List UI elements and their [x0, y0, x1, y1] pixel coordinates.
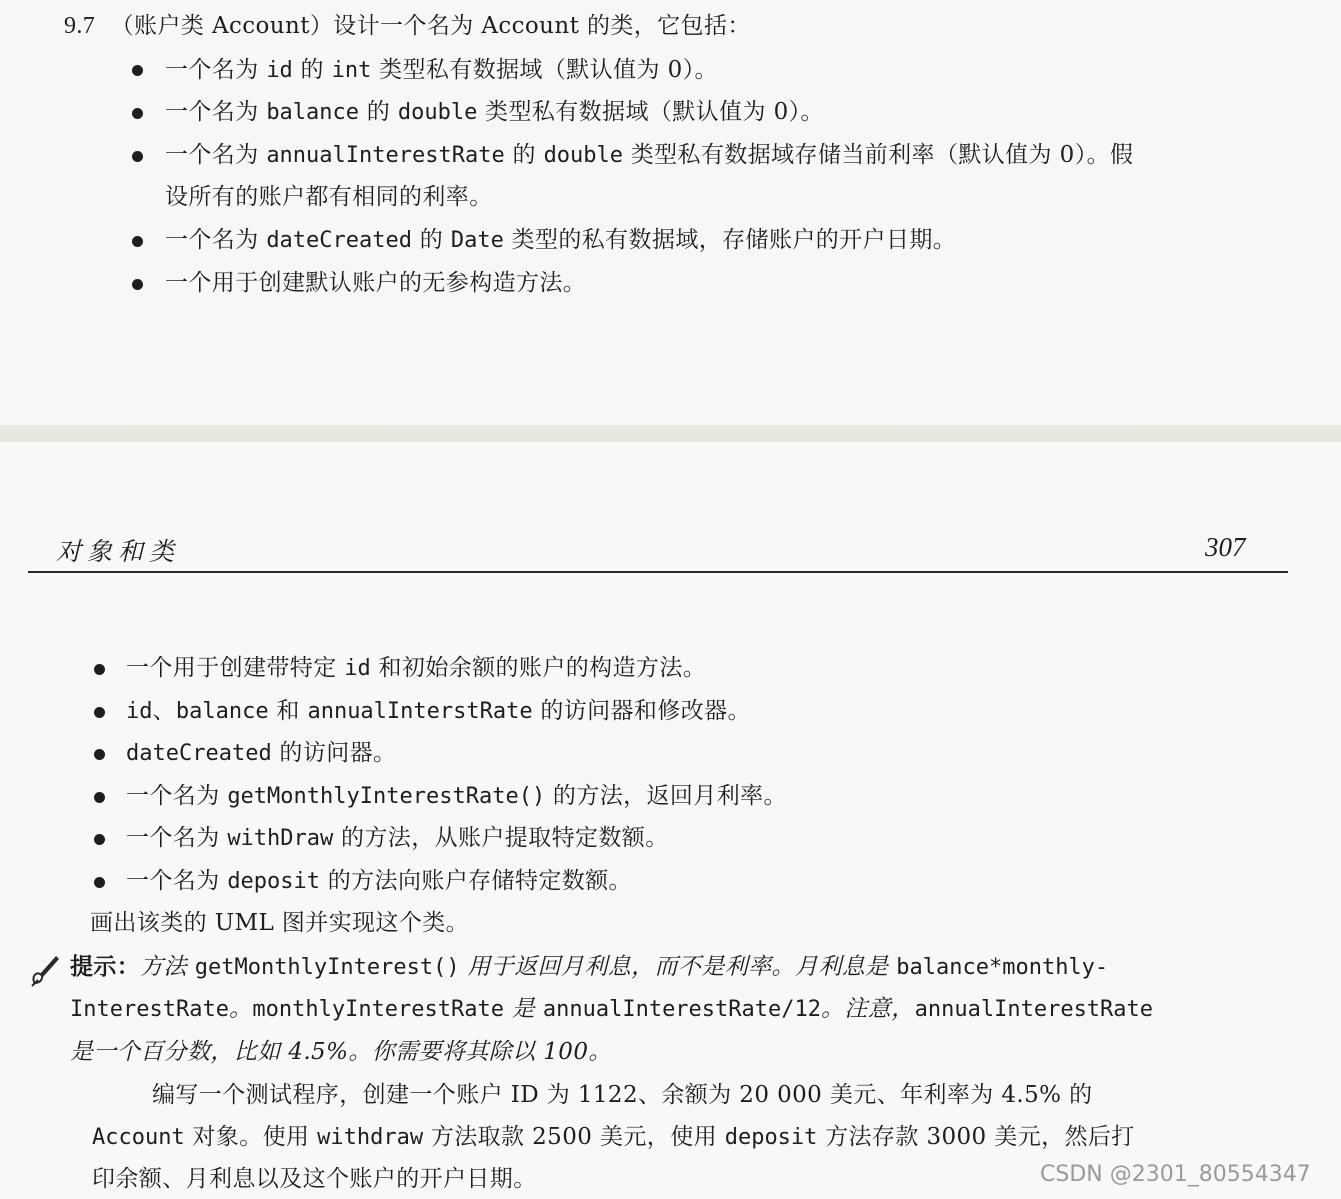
- hint-line-2: InterestRate。monthlyInterestRate 是 annualInterestRate/12。注意，annualInterestRate: [70, 996, 1154, 1022]
- watermark: CSDN @2301_80554347: [1040, 1162, 1311, 1187]
- page-gap: [0, 425, 1341, 442]
- bottom-bullet-3: dateCreated 的访问器。: [126, 740, 397, 766]
- chapter-title: 对象和类: [56, 537, 181, 566]
- test-line-1: 编写一个测试程序，创建一个账户 ID 为 1122、余额为 20 000 美元、年利率为 4.5% 的: [152, 1082, 1093, 1108]
- top-bullet-5: 一个用于创建默认账户的无参构造方法。: [165, 270, 587, 296]
- bottom-bullet-2: id、balance 和 annualInterstRate 的访问器和修改器。: [126, 698, 751, 724]
- bullet-icon: [132, 65, 143, 76]
- problem-heading: [64, 11, 751, 41]
- bottom-bullet-4: 一个名为 getMonthlyInterestRate() 的方法，返回月利率。: [126, 783, 787, 809]
- hint-label: 提示：: [70, 954, 141, 980]
- hint-line-1: 提示：方法 getMonthlyInterest() 用于返回月利息，而不是利率。月利息是 balance*monthly-: [70, 954, 1109, 980]
- hint-line-3: 是一个百分数，比如 4.5%。你需要将其除以 100。: [70, 1039, 612, 1065]
- test-line-2: Account 对象。使用 withdraw 方法取款 2500 美元，使用 deposit 方法存款 3000 美元，然后打: [92, 1124, 1135, 1150]
- bullet-icon: [94, 749, 105, 760]
- top-bullet-1: 一个名为 id 的 int 类型私有数据域（默认值为 0）。: [165, 57, 718, 83]
- bullet-icon: [94, 834, 105, 845]
- bullet-icon: [94, 877, 105, 888]
- top-bullet-4: 一个名为 dateCreated 的 Date 类型的私有数据域，存储账户的开户日期。: [165, 227, 957, 253]
- bullet-icon: [132, 279, 143, 290]
- top-bullet-3-cont: 设所有的账户都有相同的利率。: [165, 184, 493, 210]
- bullet-icon: [132, 108, 143, 119]
- bullet-icon: [132, 236, 143, 247]
- bullet-icon: [94, 664, 105, 675]
- page-number: 307: [1205, 532, 1246, 562]
- problem-number: 9.7: [64, 13, 96, 39]
- pen-icon: [28, 952, 62, 988]
- bullet-icon: [132, 151, 143, 162]
- top-bullet-2: 一个名为 balance 的 double 类型私有数据域（默认值为 0）。: [165, 99, 824, 125]
- bottom-bullet-5: 一个名为 withDraw 的方法，从账户提取特定数额。: [126, 825, 669, 851]
- problem-intro: （账户类 Account）设计一个名为 Account 的类，它包括：: [110, 13, 751, 39]
- top-bullet-3: 一个名为 annualInterestRate 的 double 类型私有数据域存储当前利率（默认值为 0）。假: [165, 142, 1134, 168]
- bottom-bullet-6: 一个名为 deposit 的方法向账户存储特定数额。: [126, 868, 632, 894]
- bullet-icon: [94, 707, 105, 718]
- uml-instruction: 画出该类的 UML 图并实现这个类。: [90, 910, 470, 936]
- bottom-bullet-1: 一个用于创建带特定 id 和初始余额的账户的构造方法。: [126, 655, 707, 681]
- test-line-3: 印余额、月利息以及这个账户的开户日期。: [92, 1166, 537, 1192]
- bullet-icon: [94, 792, 105, 803]
- header-rule: [28, 571, 1288, 573]
